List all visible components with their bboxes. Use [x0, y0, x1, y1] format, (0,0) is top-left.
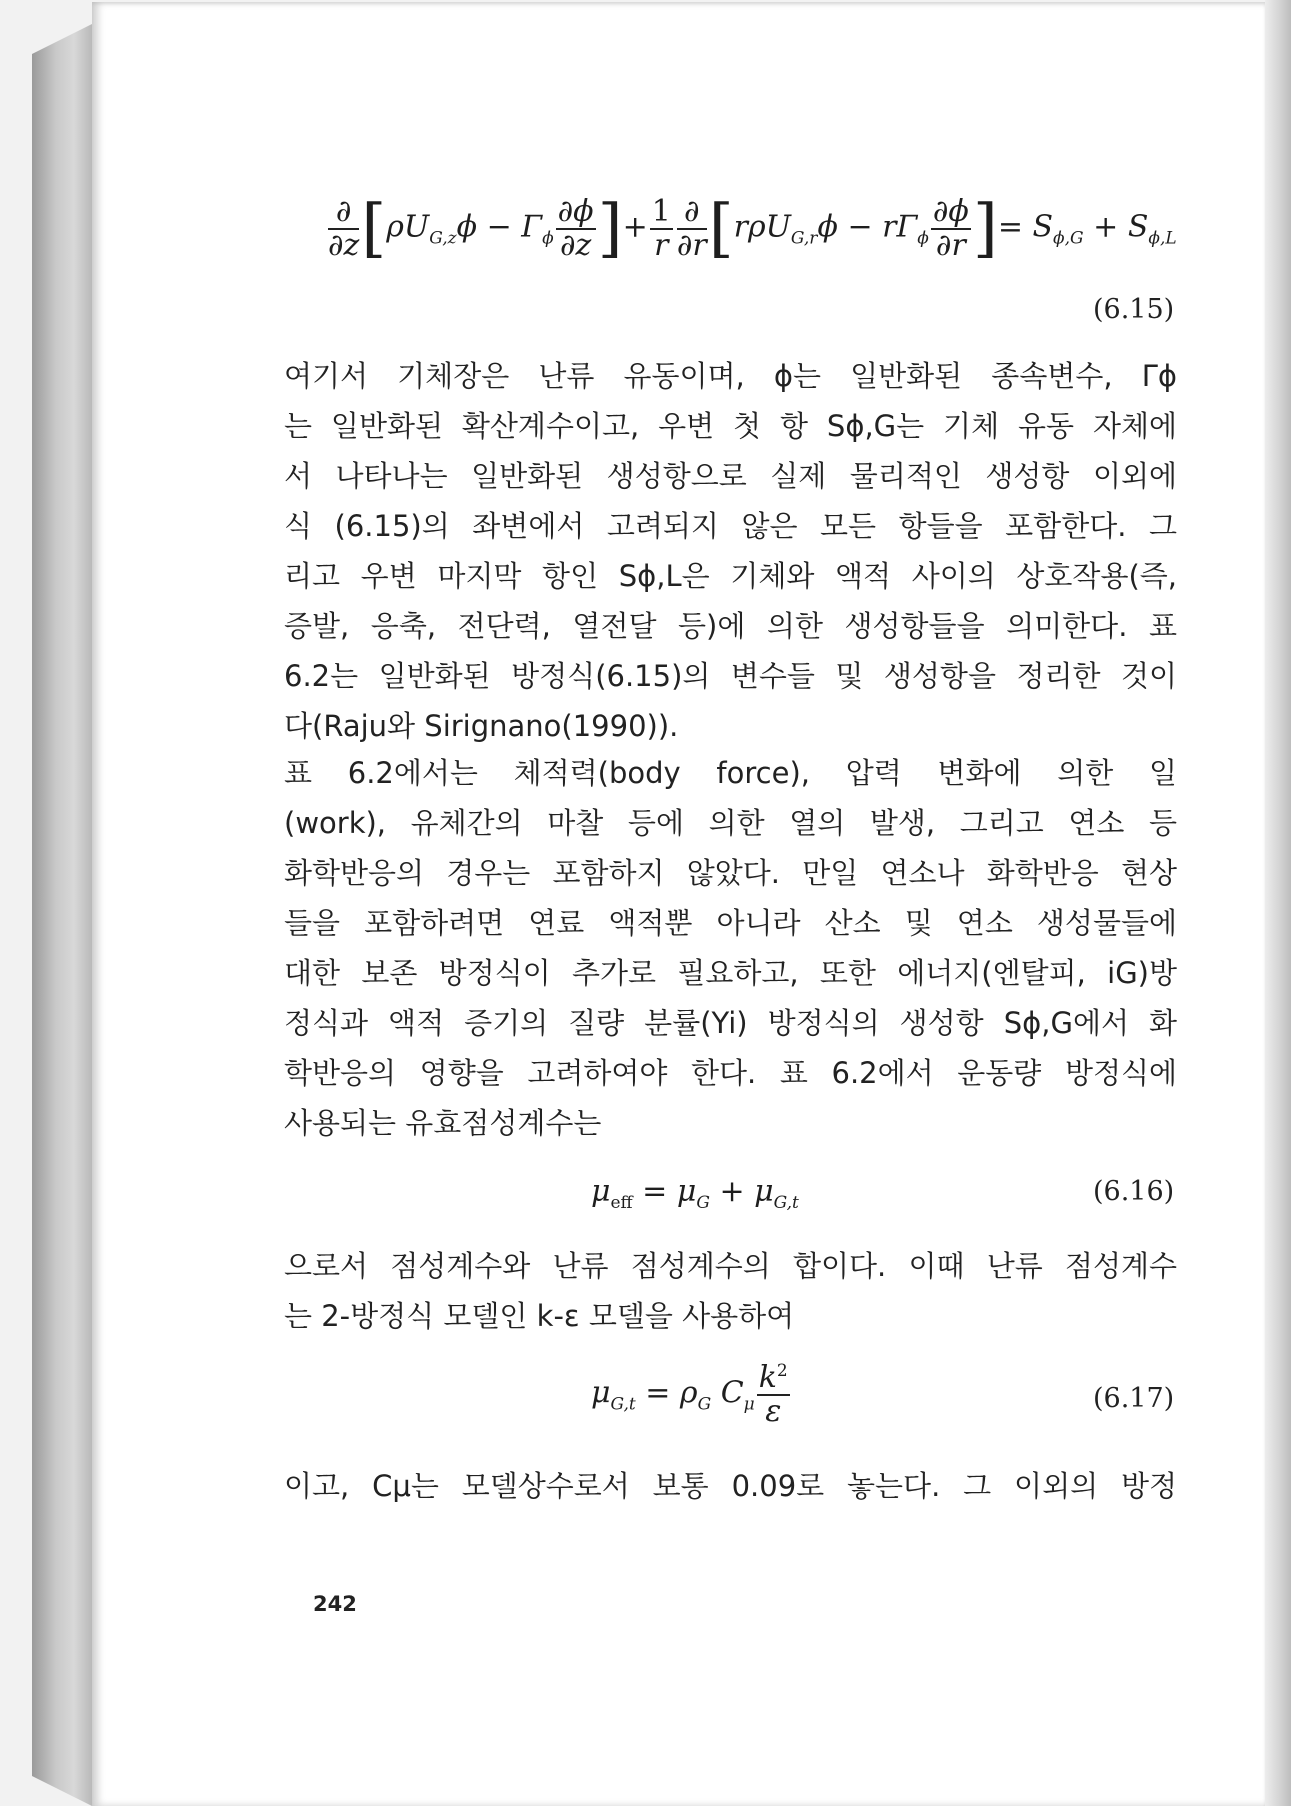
text-line: 는 일반화된 확산계수이고, 우변 첫 항 Sϕ,G는 기체 유동 자체에: [284, 409, 1177, 443]
text-line: 표 6.2에서는 체적력(body force), 압력 변화에 의한 일: [284, 756, 1177, 790]
text-line: 서 나타나는 일반화된 생성항으로 실제 물리적인 생성항 이외에: [284, 459, 1177, 493]
text-line: 대한 보존 방정식이 추가로 필요하고, 또한 에너지(엔탈피, iG)방: [284, 956, 1177, 990]
text-line: 학반응의 영향을 고려하여야 한다. 표 6.2에서 운동량 방정식에: [284, 1056, 1177, 1090]
text-line: 사용되는 유효점성계수는: [284, 1106, 602, 1140]
text-line: 다(Raju와 Sirignano(1990)).: [284, 709, 679, 743]
text-line: 리고 우변 마지막 항인 Sϕ,L은 기체와 액적 사이의 상호작용(즉,: [284, 559, 1177, 593]
equation-6-17: $\mu_{G,t} = \rho_G$ $C_\mu$ $\frac{k^2}{\varepsilon}$: [591, 1360, 788, 1429]
text-line: 으로서 점성계수와 난류 점성계수의 합이다. 이때 난류 점성계수: [284, 1249, 1177, 1283]
text-line: 화학반응의 경우는 포함하지 않았다. 만일 연소나 화학반응 현상: [284, 856, 1177, 890]
equation-6-16: $\mu_{eff} = \mu_G + \mu_{G,t}$: [591, 1174, 799, 1213]
text-line: 증발, 응축, 전단력, 열전달 등)에 의한 생성항들을 의미한다. 표: [284, 609, 1177, 643]
fraction-dphi-dz: $\frac{\partial\phi}{\partial z}$: [557, 194, 594, 263]
paragraph-2: [284, 748, 1177, 1148]
text-line: 들을 포함하려면 연료 액적뿐 아니라 산소 및 연소 생성물들에: [284, 906, 1177, 940]
equation-6-15: $\frac{\partial}{\partial z}$ [$\rho U_{G,z}\phi - \Gamma_\phi$ $\frac{\partial\phi}{\partial z}$ ]+ $\frac{1}{r}$ $\frac{\partial}{\partial r}$ [$r\rho U_{G,r}\phi - r\Gamma_\phi$ $\frac{\partial\phi}{\partial r}$ ]= $S_{\phi,G} + S_{\phi,L}$: [328, 191, 1177, 266]
text-line: 정식과 액적 증기의 질량 분률(Yi) 방정식의 생성항 Sϕ,G에서 화: [284, 1006, 1177, 1040]
fraction-dphi-dr: $\frac{\partial\phi}{\partial r}$: [932, 194, 969, 263]
equation-number-6-15: (6.15): [1093, 294, 1175, 325]
text-line: 여기서 기체장은 난류 유동이며, ϕ는 일반화된 종속변수, Γϕ: [284, 359, 1177, 393]
paragraph-1: [284, 351, 1177, 751]
text-line: 6.2는 일반화된 방정식(6.15)의 변수들 및 생성항을 정리한 것이: [284, 659, 1177, 693]
text-line: (work), 유체간의 마찰 등에 의한 열의 발생, 그리고 연소 등: [284, 806, 1177, 840]
page-edge-shadow: [1265, 0, 1291, 1806]
book-spine: [32, 24, 92, 1806]
fraction-d-dr: $\frac{\partial}{\partial r}$: [676, 194, 707, 263]
text-line: 는 2-방정식 모델인 k-ε 모델을 사용하여: [284, 1299, 795, 1333]
equation-number-6-17: (6.17): [1093, 1383, 1175, 1414]
equation-number-6-16: (6.16): [1093, 1176, 1175, 1207]
fraction-d-dz: $\frac{\partial}{\partial z}$: [328, 194, 360, 263]
paragraph-3: [284, 1241, 1177, 1341]
page-number: 242: [313, 1592, 357, 1616]
fraction-1-r: $\frac{1}{r}$: [651, 194, 671, 263]
paragraph-4: [284, 1461, 1177, 1511]
text-line: 이고, Cμ는 모델상수로서 보통 0.09로 놓는다. 그 이외의 방정: [284, 1469, 1177, 1503]
text-line: 식 (6.15)의 좌변에서 고려되지 않은 모든 항들을 포함한다. 그: [284, 509, 1177, 543]
fraction-k2-eps: $\frac{k^2}{\varepsilon}$: [758, 1360, 788, 1429]
